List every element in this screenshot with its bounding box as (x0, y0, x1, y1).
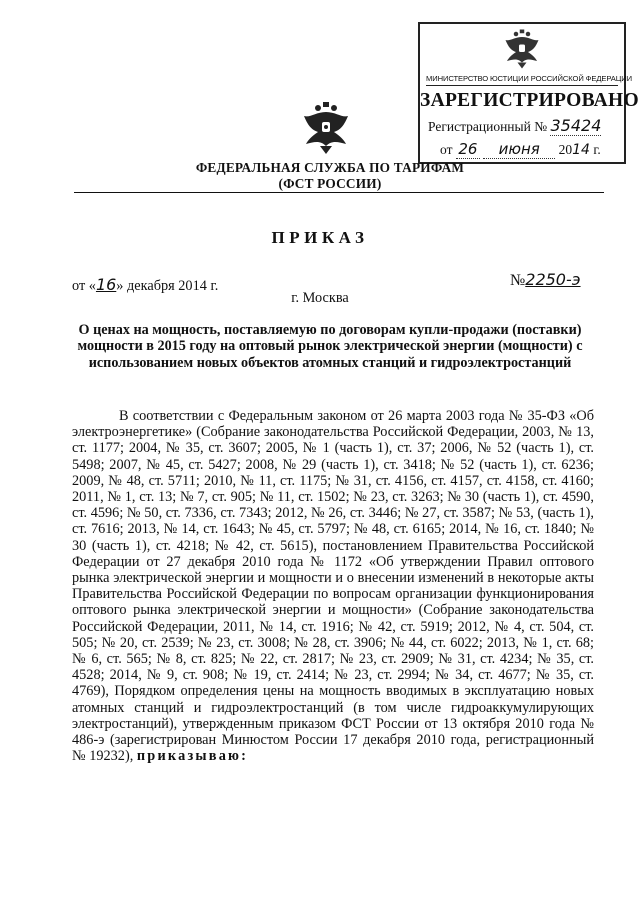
coat-of-arms-icon (298, 100, 354, 156)
registration-stamp (418, 22, 639, 164)
order-number-value: 2250-э (525, 270, 581, 289)
stamp-date-day: 26 (456, 140, 480, 159)
order-date-day: 16 (95, 275, 117, 294)
stamp-reg-label: Регистрационный № (428, 119, 548, 134)
body-paragraph (72, 408, 594, 764)
stamp-date-suffix: г. (593, 142, 601, 157)
stamp-date-month: июня (483, 140, 555, 159)
stamp-date-year-prefix: 20 (558, 142, 573, 157)
stamp-reg-number: 35424 (550, 116, 602, 135)
stamp-registered: ЗАРЕГИСТРИРОВАНО (420, 90, 639, 111)
stamp-ministry: МИНИСТЕРСТВО ЮСТИЦИИ РОССИЙСКОЙ ФЕДЕРАЦИИ (426, 74, 618, 86)
order-title: ПРИКАЗ (271, 228, 369, 247)
document-title: О ценах на мощность, поставляемую по договорам купли-продажи (поставки) мощности в 2015 году на оптовый рынок электрической энергии (мощности) с использованием новых объектов атомных станций и гидроэлектростанций (77, 322, 583, 371)
order-date-prefix: от « (72, 278, 96, 294)
agency-short-name: (ФСТ РОССИИ) (278, 176, 382, 191)
body-ending: приказываю: (136, 748, 249, 765)
stamp-date-year: 14 (572, 142, 590, 158)
stamp-reg-line (428, 116, 601, 136)
header-divider (74, 192, 604, 193)
stamp-emblem-icon (500, 28, 544, 70)
order-number-prefix: № (510, 272, 526, 289)
stamp-date-prefix: от (440, 142, 453, 157)
document-body (72, 408, 594, 764)
stamp-date-line (440, 140, 601, 159)
agency-name: ФЕДЕРАЛЬНАЯ СЛУЖБА ПО ТАРИФАМ (195, 160, 465, 175)
city: г. Москва (291, 290, 349, 306)
order-date-rest: » декабря 2014 г. (116, 278, 219, 294)
order-number (510, 270, 581, 290)
body-text: В соответствии с Федеральным законом от 26 марта 2003 года № 35-ФЗ «Об электроэнергетике» (Собрание законодательства Российской Федерации, 2003, № 13, ст. 1177; 2004, № 35, ст. 3607; 2005, № 1 (часть 1), ст. 37; 2006, № 52 (часть 1), ст. 5498; 2007, № 45, ст. 5427; 2008, № 29 (часть 1), ст. 3418; № 52 (часть 1), ст. 6236; 2009, № 48, ст. 5711; 2010, № 11, ст. 1175; № 31, ст. 4156, ст. 4157, ст. 4158, ст. 4160; 2011, № 1, ст. 13; № 7, ст. 905; № 11, ст. 1502; № 23, ст. 3263; № 30 (часть 1), ст. 4590, ст. 4596; № 50, ст. 7336, ст. 7343; 2012, № 26, ст. 3446; № 27, ст. 3587; № 53, (часть 1), ст. 7616; 2013, № 14, ст. 1643; № 45, ст. 5797; № 48, ст. 6165; 2014, № 16, ст. 1840; № 30 (часть 1), ст. 4218; № 42, ст. 5615), постановлением Правительства Российской Федерации от 27 декабря 2010 года № 1172 «Об утверждении Правил оптового рынка электрической энергии и мощности и о внесении изменений в некоторые акты Правительства Российской Федерации по вопросам организации функционирования оптового рынка электрической энергии и мощности» (Собрание законодательства Российской Федерации, 2011, № 14, ст. 1916; № 42, ст. 5919; 2012, № 4, ст. 504, ст. 505; № 20, ст. 2539; № 23, ст. 3008; № 28, ст. 3906; № 44, ст. 6022; 2013, № 1, ст. 68; № 6, ст. 565; № 8, ст. 825; № 22, ст. 2817; № 23, ст. 2909; № 31, ст. 4234; № 35, ст. 4528; 2014, № 9, ст. 908; № 19, ст. 2414; № 23, ст. 2994; № 34, ст. 4677; № 35, ст. 4769), Порядком определения цены на мощность вводимых в эксплуатацию новых атомных станций и гидроэлектростанций (в том числе гидроаккумулирующих электростанций), утвержденным приказом ФСТ России от 13 октября 2010 года № 486-э (зарегистрирован Минюстом России 17 декабря 2010 года, регистрационный № 19232), (72, 408, 594, 765)
